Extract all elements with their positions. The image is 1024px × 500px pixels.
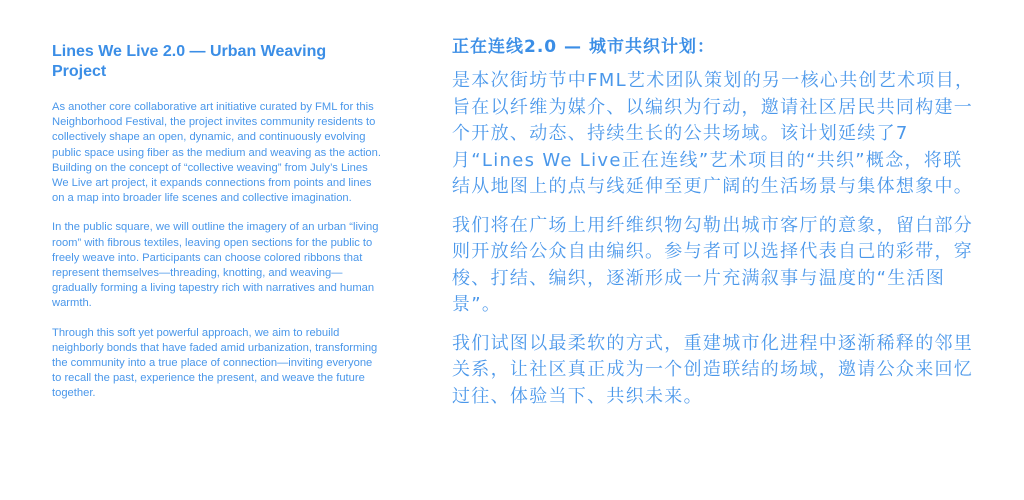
english-title: Lines We Live 2.0 — Urban Weaving Project [52,43,327,80]
chinese-title: 正在连线2.0 — 城市共织计划： [452,37,715,57]
chinese-paragraph: 是本次街坊节中FML艺术团队策划的另一核心共创艺术项目，旨在以纤维为媒介、以编织为行动，邀请社区居民共同构建一个开放、动态、持续生长的公共场域。该计划延续了7月“Lines We Live正在连线”艺术项目的“共织”概念，将联结从地图上的点与线延伸至更广阔的生活场景与集体想象中。 [452,70,975,197]
chinese-column [452,36,977,422]
english-column [52,42,382,416]
english-paragraph: In the public square, we will outline the imagery of an urban “living room” with fibrous textiles, leaving open sections for the public to freely weave into. Participants can choose colored ribbons that represent themselves—threading, knotting, and weaving—gradually forming a living tapestry rich with narratives and human warmth. [52,221,379,310]
english-paragraph: As another core collaborative art initiative curated by FML for this Neighborhood Festival, the project invites community residents to collectively shape an open, dynamic, and continuously evolving public space using fiber as the medium and weaving as the action. Building on the concept of “collective weaving” from July’s Lines We Live art project, it expands connections from points and lines on a map into broader life scenes and collective imagination. [52,101,381,205]
chinese-paragraph: 我们试图以最柔软的方式，重建城市化进程中逐渐稀释的邻里关系，让社区真正成为一个创造联结的场域，邀请公众来回忆过往、体验当下、共织未来。 [452,332,974,407]
chinese-paragraph: 我们将在广场上用纤维织物勾勒出城市客厅的意象，留白部分则开放给公众自由编织。参与者可以选择代表自己的彩带，穿梭、打结、编织，逐渐形成一片充满叙事与温度的“生活图景”。 [452,214,974,315]
english-paragraph: Through this soft yet powerful approach, we aim to rebuild neighborly bonds that have faded amid urbanization, transforming the community into a true place of connection—inviting everyone to recall the past, experience the present, and weave the future together. [52,326,378,400]
